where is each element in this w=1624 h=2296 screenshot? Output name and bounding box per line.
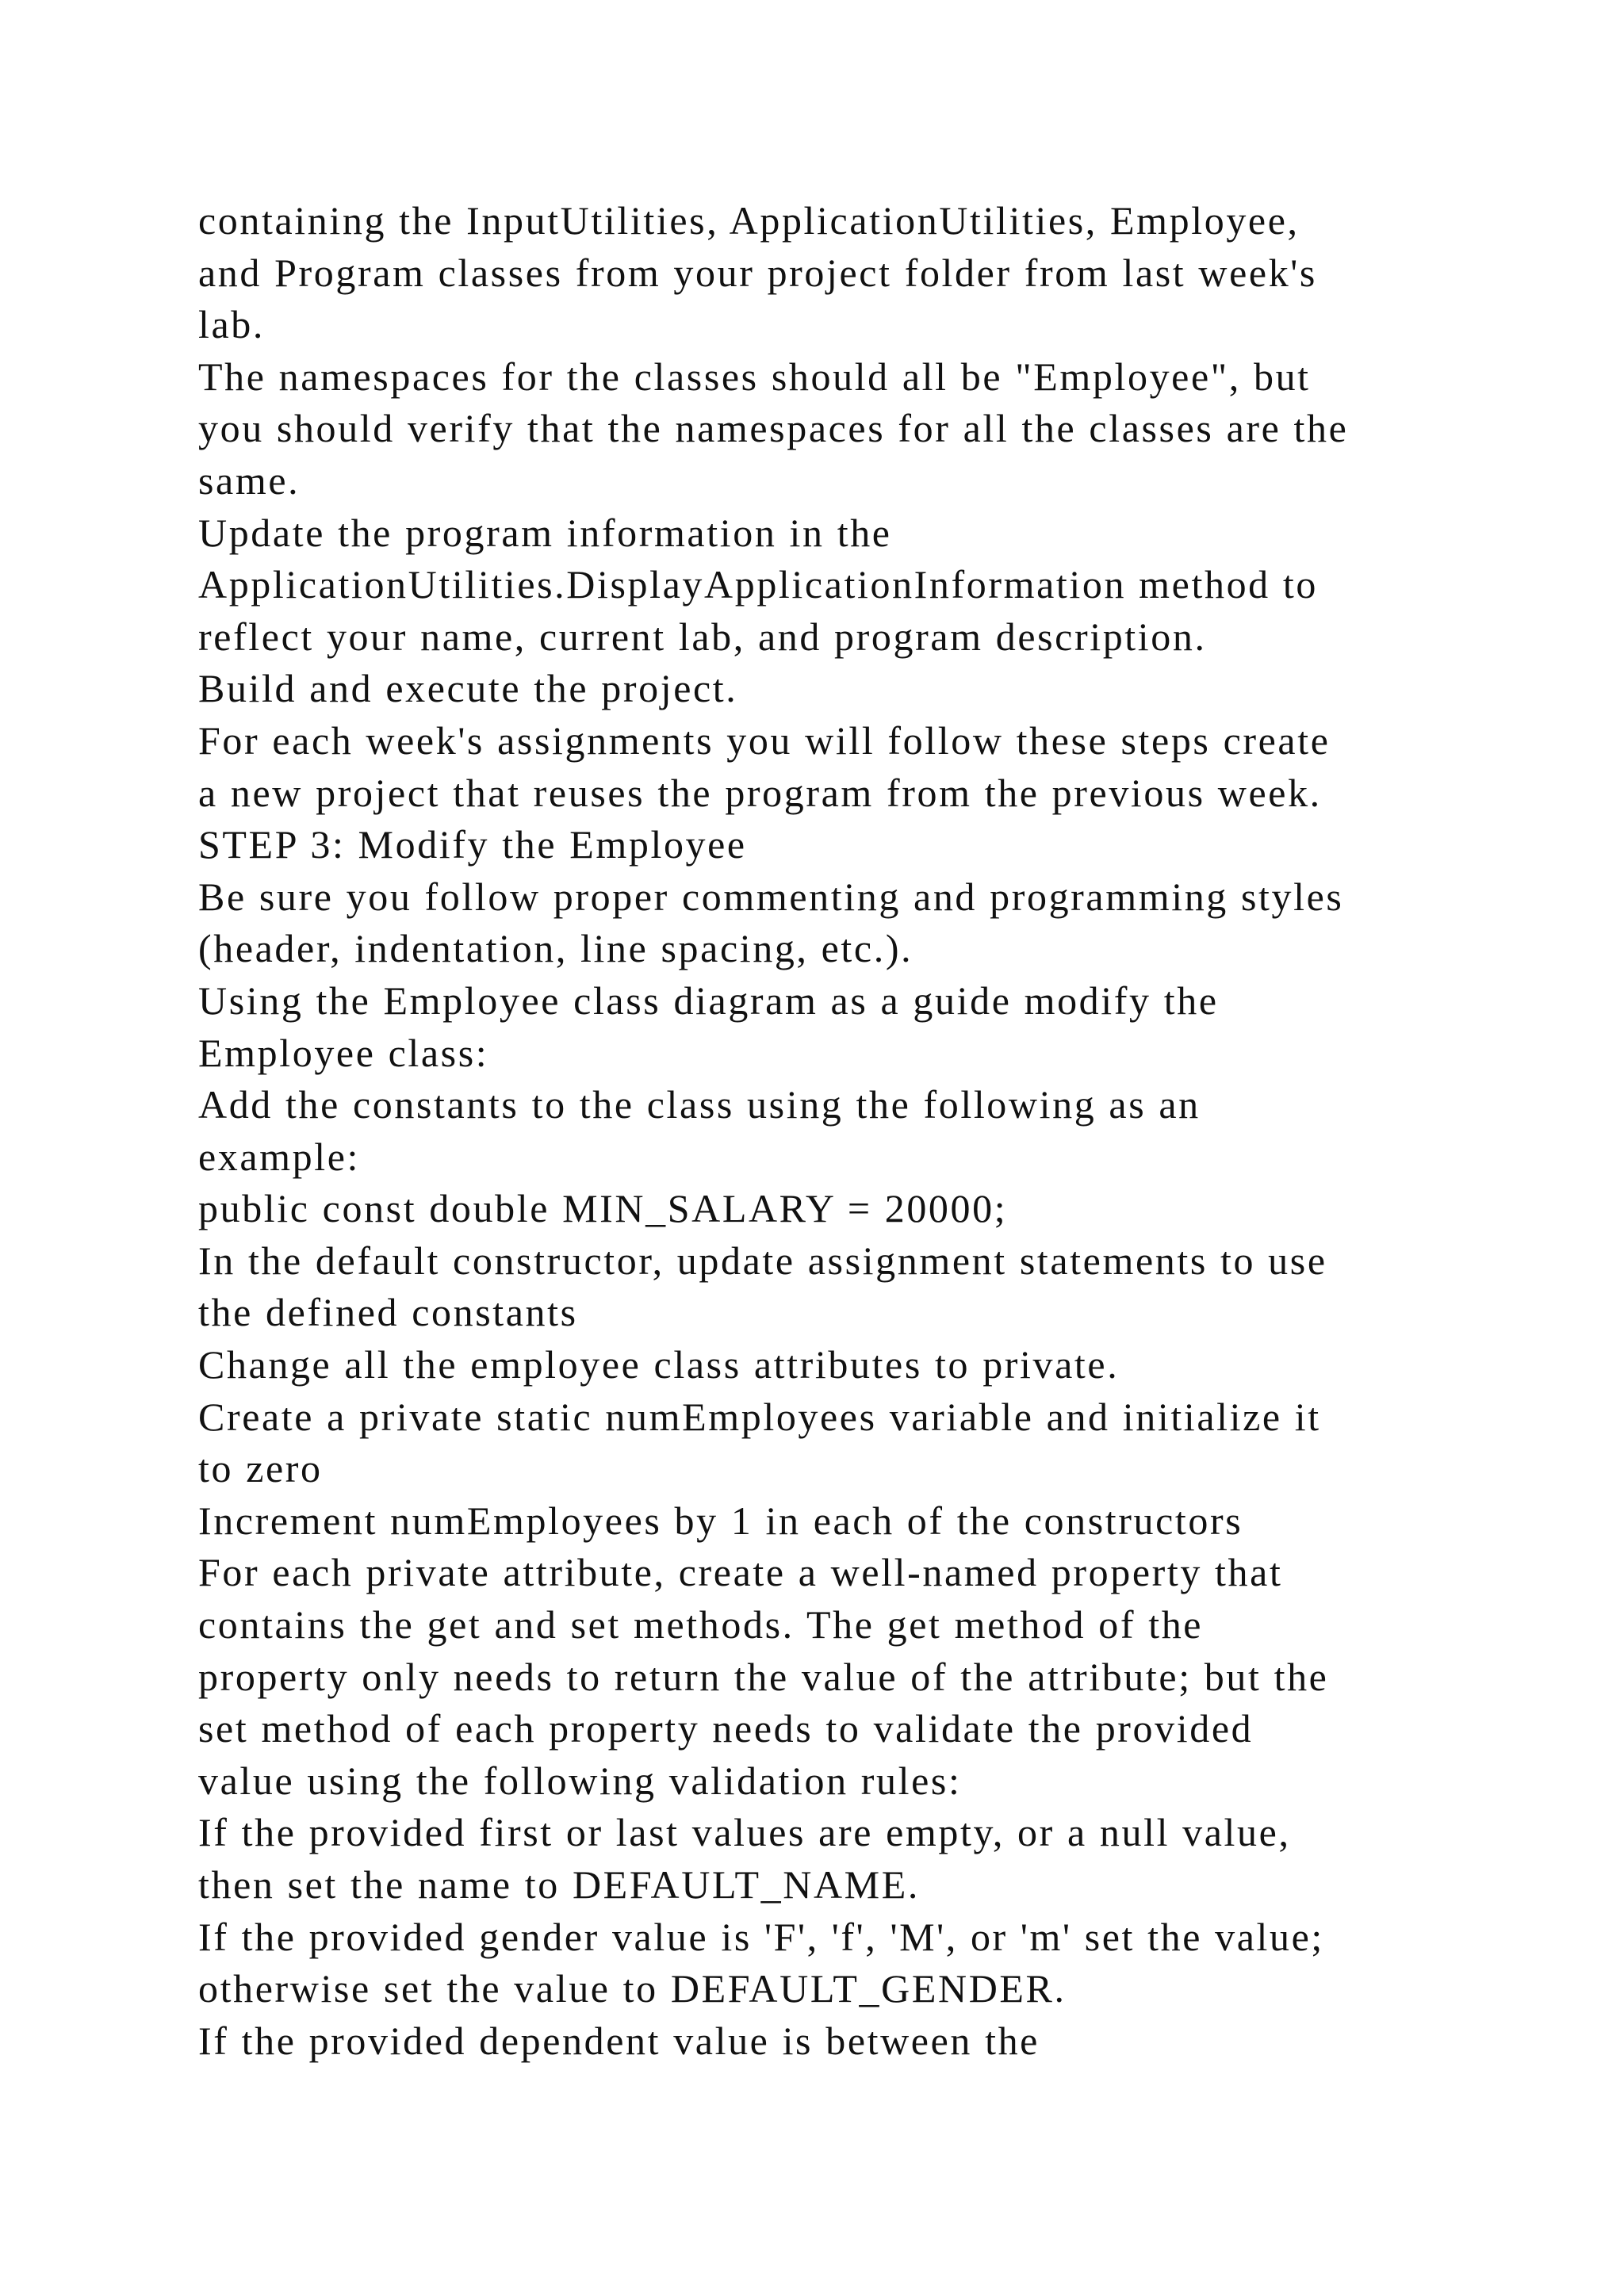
text-line: In the default constructor, update assignment statements to use bbox=[198, 1238, 1327, 1283]
text-line: otherwise set the value to DEFAULT_GENDER. bbox=[198, 1966, 1067, 2011]
text-line: Update the program information in the bbox=[198, 510, 892, 555]
text-line: Create a private static numEmployees variable and initialize it bbox=[198, 1394, 1321, 1439]
text-line: the defined constants bbox=[198, 1290, 578, 1335]
text-line: same. bbox=[198, 457, 301, 503]
text-line: property only needs to return the value of the attribute; but the bbox=[198, 1654, 1329, 1699]
text-line: example: bbox=[198, 1134, 361, 1179]
text-line: If the provided first or last values are empty, or a null value, bbox=[198, 1810, 1291, 1855]
text-line: Employee class: bbox=[198, 1030, 489, 1075]
text-line: Build and execute the project. bbox=[198, 666, 738, 711]
text-line: set method of each property needs to validate the provided bbox=[198, 1706, 1254, 1751]
text-line: For each private attribute, create a well-named property that bbox=[198, 1550, 1283, 1595]
text-line: containing the InputUtilities, ApplicationUtilities, Employee, bbox=[198, 198, 1300, 243]
text-line: Change all the employee class attributes to private. bbox=[198, 1342, 1120, 1387]
text-line: If the provided dependent value is between the bbox=[198, 2018, 1040, 2063]
text-line: If the provided gender value is 'F', 'f', 'M', or 'm' set the value; bbox=[198, 1914, 1324, 1959]
text-line: to zero bbox=[198, 1446, 323, 1491]
text-line: reflect your name, current lab, and program description. bbox=[198, 614, 1207, 659]
text-line: you should verify that the namespaces for all the classes are the bbox=[198, 406, 1349, 451]
text-line: ApplicationUtilities.DisplayApplicationInformation method to bbox=[198, 562, 1318, 607]
text-line: Using the Employee class diagram as a guide modify the bbox=[198, 978, 1219, 1023]
code-example-line: public const double MIN_SALARY = 20000; bbox=[198, 1186, 1008, 1231]
text-line: a new project that reuses the program from the previous week. bbox=[198, 770, 1322, 815]
text-line: Be sure you follow proper commenting and programming styles bbox=[198, 874, 1344, 919]
text-line: For each week's assignments you will follow these steps create bbox=[198, 718, 1331, 763]
text-line: and Program classes from your project folder from last week's bbox=[198, 250, 1317, 295]
text-line: (header, indentation, line spacing, etc.). bbox=[198, 926, 914, 971]
text-line: then set the name to DEFAULT_NAME. bbox=[198, 1862, 920, 1907]
text-line: The namespaces for the classes should all be "Employee", but bbox=[198, 354, 1311, 399]
text-line: value using the following validation rules: bbox=[198, 1758, 962, 1803]
step-heading: STEP 3: Modify the Employee bbox=[198, 822, 747, 867]
text-line: Increment numEmployees by 1 in each of the constructors bbox=[198, 1498, 1243, 1543]
document-body-text bbox=[198, 195, 1499, 2067]
text-line: contains the get and set methods. The get method of the bbox=[198, 1602, 1204, 1647]
text-line: lab. bbox=[198, 302, 265, 347]
text-line: Add the constants to the class using the following as an bbox=[198, 1082, 1201, 1127]
